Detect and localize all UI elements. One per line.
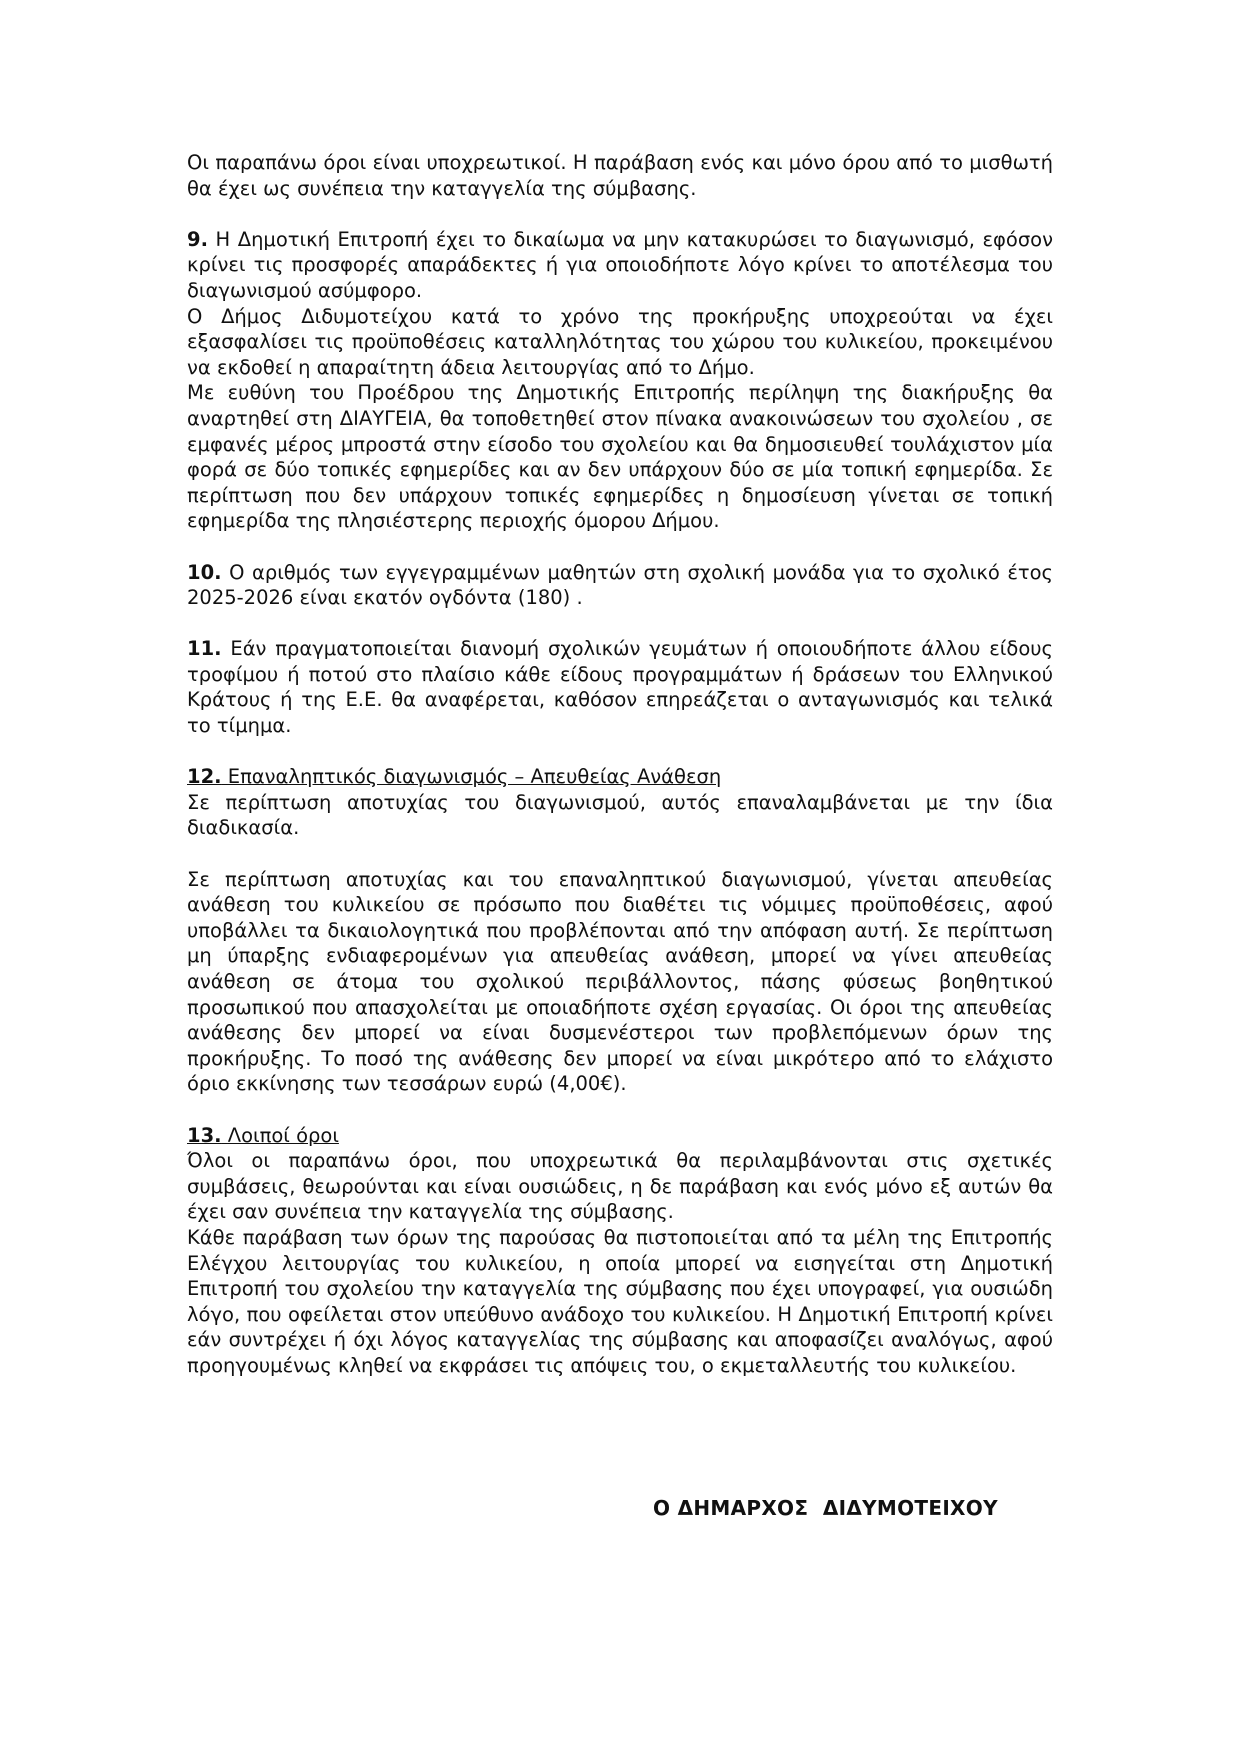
section-12-number: 12. bbox=[187, 765, 222, 789]
section-9-paragraph-1 bbox=[187, 227, 1053, 304]
section-12-paragraph-2: Σε περίπτωση αποτυχίας και του επαναληπτικού διαγωνισμού, γίνεται απευθείας ανάθεση του κυλικείου σε πρόσωπο που διαθέτει τις νόμιμες προϋποθέσεις, αφού υποβάλλει τα δικαιολογητικά που προβλέπονται από την απόφαση αυτή. Σε περίπτωση μη ύπαρξης ενδιαφερομένων για απευθείας ανάθεση, μπορεί να γίνει απευθείας ανάθεση σε άτομα του σχολικού περιβάλλοντος, πάσης φύσεως βοηθητικού προσωπικού που απασχολείται με οποιαδήποτε σχέση εργασίας. Οι όροι της απευθείας ανάθεσης δεν μπορεί να είναι δυσμενέστεροι των προβλεπόμενων όρων της προκήρυξης. Το ποσό της ανάθεσης δεν μπορεί να είναι μικρότερο από το ελάχιστο όριο εκκίνησης των τεσσάρων ευρώ (4,00€). bbox=[187, 867, 1053, 1096]
document-body bbox=[187, 150, 1053, 1379]
section-10-text: Ο αριθμός των εγγεγραμμένων μαθητών στη σχολική μονάδα για το σχολικό έτος 2025-2026 είναι εκατόν ογδόντα (180) . bbox=[187, 560, 1053, 610]
section-10-paragraph bbox=[187, 560, 1053, 611]
section-11-number: 11. bbox=[187, 637, 222, 661]
section-13-title: Λοιποί όροι bbox=[221, 1123, 339, 1147]
section-11-paragraph bbox=[187, 636, 1053, 738]
spacer bbox=[187, 534, 1053, 560]
section-12-paragraph-1: Σε περίπτωση αποτυχίας του διαγωνισμού, αυτός επαναλαμβάνεται με την ίδια διαδικασία. bbox=[187, 790, 1053, 840]
section-9-text: Η Δημοτική Επιτροπή έχει το δικαίωμα να μην κατακυρώσει το διαγωνισμό, εφόσον κρίνει τις προσφορές απαράδεκτες ή για οποιοδήποτε λόγο κρίνει το αποτέλεσμα του διαγωνισμού ασύμφορο. bbox=[187, 227, 1053, 302]
section-9-number: 9. bbox=[187, 227, 208, 251]
spacer bbox=[187, 1097, 1053, 1123]
spacer bbox=[187, 611, 1053, 637]
section-10-number: 10. bbox=[187, 560, 222, 584]
section-13-paragraph-2: Κάθε παράβαση των όρων της παρούσας θα πιστοποιείται από τα μέλη της Επιτροπής Ελέγχου λειτουργίας του κυλικείου, η οποία μπορεί να εισηγείται στη Δημοτική Επιτροπή του σχολείου την καταγγελία της σύμβασης που έχει υπογραφεί, για ουσιώδη λόγο, που οφείλεται στον υπεύθυνο ανάδοχο του κυλικείου. Η Δημοτική Επιτροπή κρίνει εάν συντρέχει ή όχι λόγος καταγγελίας της σύμβασης και αποφασίζει αναλόγως, αφού προηγουμένως κληθεί να εκφράσει τις απόψεις του, ο εκμεταλλευτής του κυλικείου. bbox=[187, 1225, 1053, 1377]
spacer bbox=[187, 841, 1053, 867]
section-11-text: Εάν πραγματοποιείται διανομή σχολικών γευμάτων ή οποιουδήποτε άλλου είδους τροφίμου ή ποτού στο πλαίσιο κάθε είδους προγραμμάτων ή δράσεων του Ελληνικού Κράτους ή της Ε.Ε. θα αναφέρεται, καθόσον επηρεάζεται ο ανταγωνισμός και τελικά το τίμημα. bbox=[187, 637, 1053, 738]
intro-paragraph: Οι παραπάνω όροι είναι υποχρεωτικοί. Η παράβαση ενός και μόνο όρου από το μισθωτή θα έχει ως συνέπεια την καταγγελία της σύμβασης. bbox=[187, 151, 1053, 200]
section-12-title: Επαναληπτικός διαγωνισμός – Απευθείας Ανάθεση bbox=[221, 765, 722, 789]
mayor-signature-line: Ο ΔΗΜΑΡΧΟΣ ΔΙΔΥΜΟΤΕΙΧΟΥ bbox=[653, 1496, 998, 1520]
section-13-number: 13. bbox=[187, 1123, 222, 1147]
section-9-paragraph-2: Ο Δήμος Διδυμοτείχου κατά το χρόνο της προκήρυξης υποχρεούται να έχει εξασφαλίσει τις προϋποθέσεις καταλληλότητας του χώρου του κυλικείου, προκειμένου να εκδοθεί η απαραίτητη άδεια λειτουργίας από το Δήμο. bbox=[187, 304, 1053, 379]
spacer bbox=[187, 739, 1053, 765]
spacer bbox=[187, 201, 1053, 227]
section-12-heading bbox=[187, 764, 1053, 790]
section-13-heading bbox=[187, 1123, 1053, 1149]
section-9-paragraph-3: Με ευθύνη του Προέδρου της Δημοτικής Επιτροπής περίληψη της διακήρυξης θα αναρτηθεί στη ΔΙΑΥΓΕΙΑ, θα τοποθετηθεί στον πίνακα ανακοινώσεων του σχολείου , σε εμφανές μέρος μπροστά στην είσοδο του σχολείου και θα δημοσιευθεί τουλάχιστον μία φορά σε δύο τοπικές εφημερίδες και αν δεν υπάρχουν δύο σε μία τοπική εφημερίδα. Σε περίπτωση που δεν υπάρχουν τοπικές εφημερίδες η δημοσίευση γίνεται σε τοπική εφημερίδα της πλησιέστερης περιοχής όμορου Δήμου. bbox=[187, 381, 1053, 533]
section-13-paragraph-1: Όλοι οι παραπάνω όροι, που υποχρεωτικά θα περιλαμβάνονται στις σχετικές συμβάσεις, θεωρούνται και είναι ουσιώδεις, η δε παράβαση και ενός μόνο εξ αυτών θα έχει σαν συνέπεια την καταγγελία της σύμβασης. bbox=[187, 1149, 1053, 1224]
